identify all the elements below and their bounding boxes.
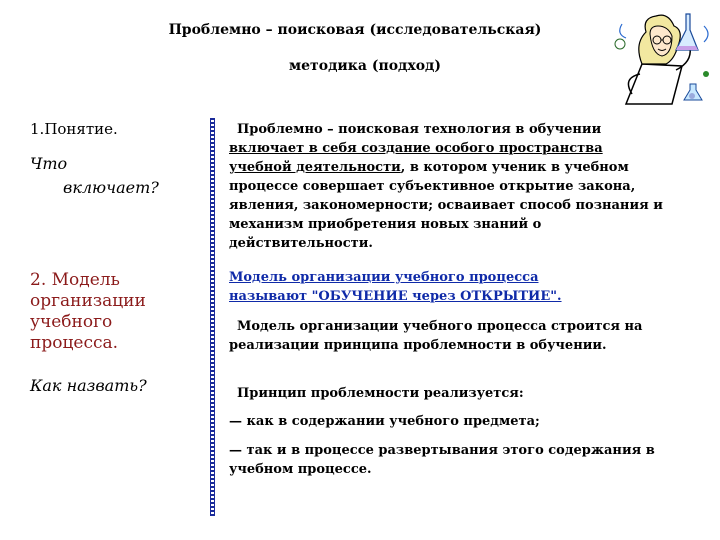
model-label-line: учебного xyxy=(30,312,113,332)
definition-underlined-1: включает в себя создание особого пространства xyxy=(229,141,603,156)
concept-number: 1. xyxy=(30,120,45,138)
question-includes-line2: включает? xyxy=(63,178,159,197)
principle-heading xyxy=(229,384,689,403)
question-name: Как назвать? xyxy=(30,376,147,395)
principle-item-process: — так и в процессе развертывания этого содержания в учебном процессе. xyxy=(229,443,655,477)
slide-title-line1: Проблемно – поисковая (исследовательская) xyxy=(168,22,542,38)
model-name-link[interactable] xyxy=(229,268,689,306)
model-label-line: процесса. xyxy=(30,333,119,353)
model-name-line2: называют "ОБУЧЕНИЕ через ОТКРЫТИЕ". xyxy=(229,289,562,304)
concept-label xyxy=(30,120,118,138)
scientist-with-flask-icon xyxy=(612,4,716,108)
slide-title-line2: методика (подход) xyxy=(288,58,442,74)
model-principle-paragraph xyxy=(229,317,689,355)
model-label xyxy=(30,270,146,354)
definition-line1: Проблемно – поисковая технология в обучении xyxy=(237,122,602,137)
model-name-line1: Модель организации учебного процесса xyxy=(229,270,539,285)
definition-rest: , в котором ученик в учебном процессе совершает субъективное открытие закона, явления, закономерности; осваивает способ познания и механизм приобретения новых знаний о действительности. xyxy=(229,160,663,251)
question-includes-line1: Что xyxy=(30,154,68,173)
model-label-line: 2. Модель xyxy=(30,270,120,290)
model-principle-text: Модель организации учебного процесса строится на реализации принципа проблемности в обучении. xyxy=(229,319,643,353)
principle-heading-text: Принцип проблемности реализуется: xyxy=(237,386,524,401)
principle-item-content: — как в содержании учебного предмета; xyxy=(229,414,540,429)
vertical-divider xyxy=(210,118,215,516)
concept-text: Понятие. xyxy=(44,120,118,138)
definition-underlined-2: учебной деятельности xyxy=(229,160,401,175)
question-includes xyxy=(30,152,159,200)
model-label-line: организации xyxy=(30,291,146,311)
definition-paragraph xyxy=(229,120,689,253)
